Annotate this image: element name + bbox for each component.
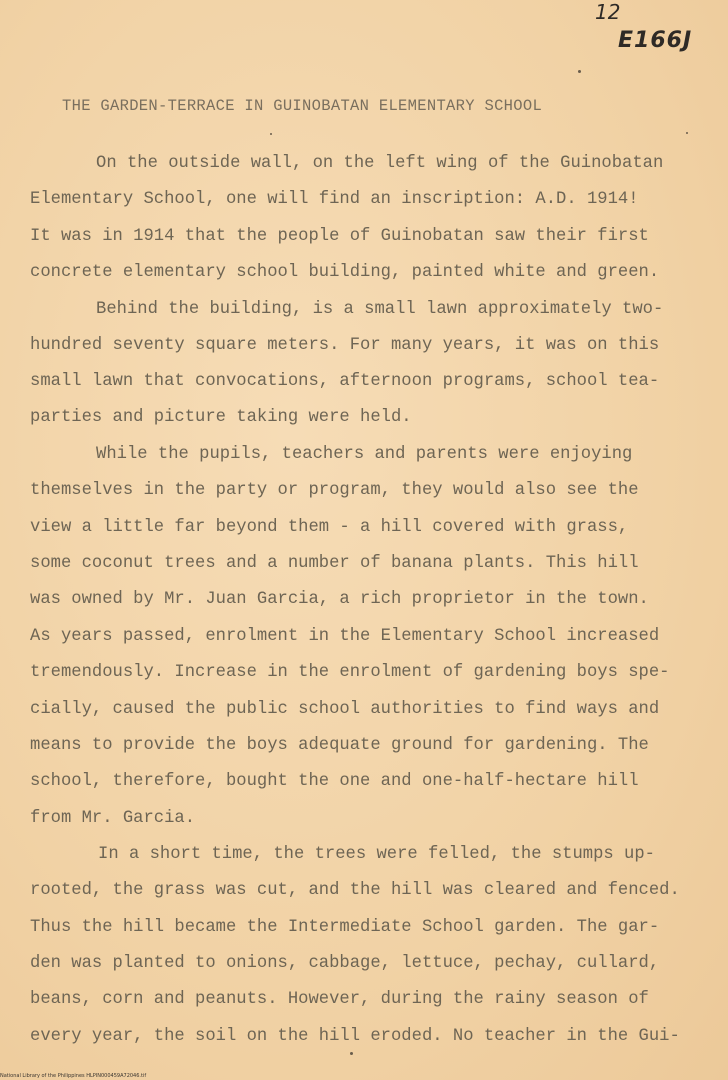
text-line: While the pupils, teachers and parents were enjoying	[96, 445, 633, 464]
paper-speck	[350, 1052, 353, 1055]
text-line: On the outside wall, on the left wing of the Guinobatan	[96, 154, 664, 173]
scan-footer: National Library of the Philippines HLPIN000459A72046.tif	[0, 1073, 147, 1079]
text-line: from Mr. Garcia.	[30, 809, 196, 828]
text-line: parties and picture taking were held.	[30, 408, 412, 427]
text-line: small lawn that convocations, afternoon programs, school tea-	[30, 372, 660, 391]
text-line: school, therefore, bought the one and one-half-hectare hill	[30, 772, 639, 791]
text-line: hundred seventy square meters. For many years, it was on this	[30, 336, 660, 355]
text-line: some coconut trees and a number of banana plants. This hill	[30, 554, 639, 573]
text-line: In a short time, the trees were felled, the stumps up-	[98, 845, 655, 864]
text-line: every year, the soil on the hill eroded. No teacher in the Gui-	[30, 1027, 680, 1046]
paper-speck	[578, 70, 581, 73]
paper-speck	[270, 133, 272, 135]
text-line: beans, corn and peanuts. However, during the rainy season of	[30, 990, 649, 1009]
catalog-code: E166J	[618, 28, 693, 53]
paper-speck	[686, 132, 688, 134]
text-line: cially, caused the public school authorities to find ways and	[30, 700, 660, 719]
document-title: THE GARDEN-TERRACE IN GUINOBATAN ELEMENTARY SCHOOL	[62, 97, 543, 115]
text-line: was owned by Mr. Juan Garcia, a rich proprietor in the town.	[30, 590, 649, 609]
text-line: means to provide the boys adequate ground for gardening. The	[30, 736, 649, 755]
text-line: It was in 1914 that the people of Guinobatan saw their first	[30, 227, 649, 246]
text-line: view a little far beyond them - a hill covered with grass,	[30, 518, 629, 537]
text-line: Thus the hill became the Intermediate School garden. The gar-	[30, 918, 660, 937]
text-line: Behind the building, is a small lawn approximately two-	[96, 300, 664, 319]
text-line: den was planted to onions, cabbage, lettuce, pechay, cullard,	[30, 954, 660, 973]
text-line: tremendously. Increase in the enrolment of gardening boys spe-	[30, 663, 670, 682]
text-line: concrete elementary school building, painted white and green.	[30, 263, 660, 282]
text-line: Elementary School, one will find an inscription: A.D. 1914!	[30, 190, 639, 209]
page-number: 12	[595, 0, 621, 24]
text-line: As years passed, enrolment in the Elementary School increased	[30, 627, 660, 646]
text-line: themselves in the party or program, they would also see the	[30, 481, 639, 500]
text-line: rooted, the grass was cut, and the hill was cleared and fenced.	[30, 881, 680, 900]
